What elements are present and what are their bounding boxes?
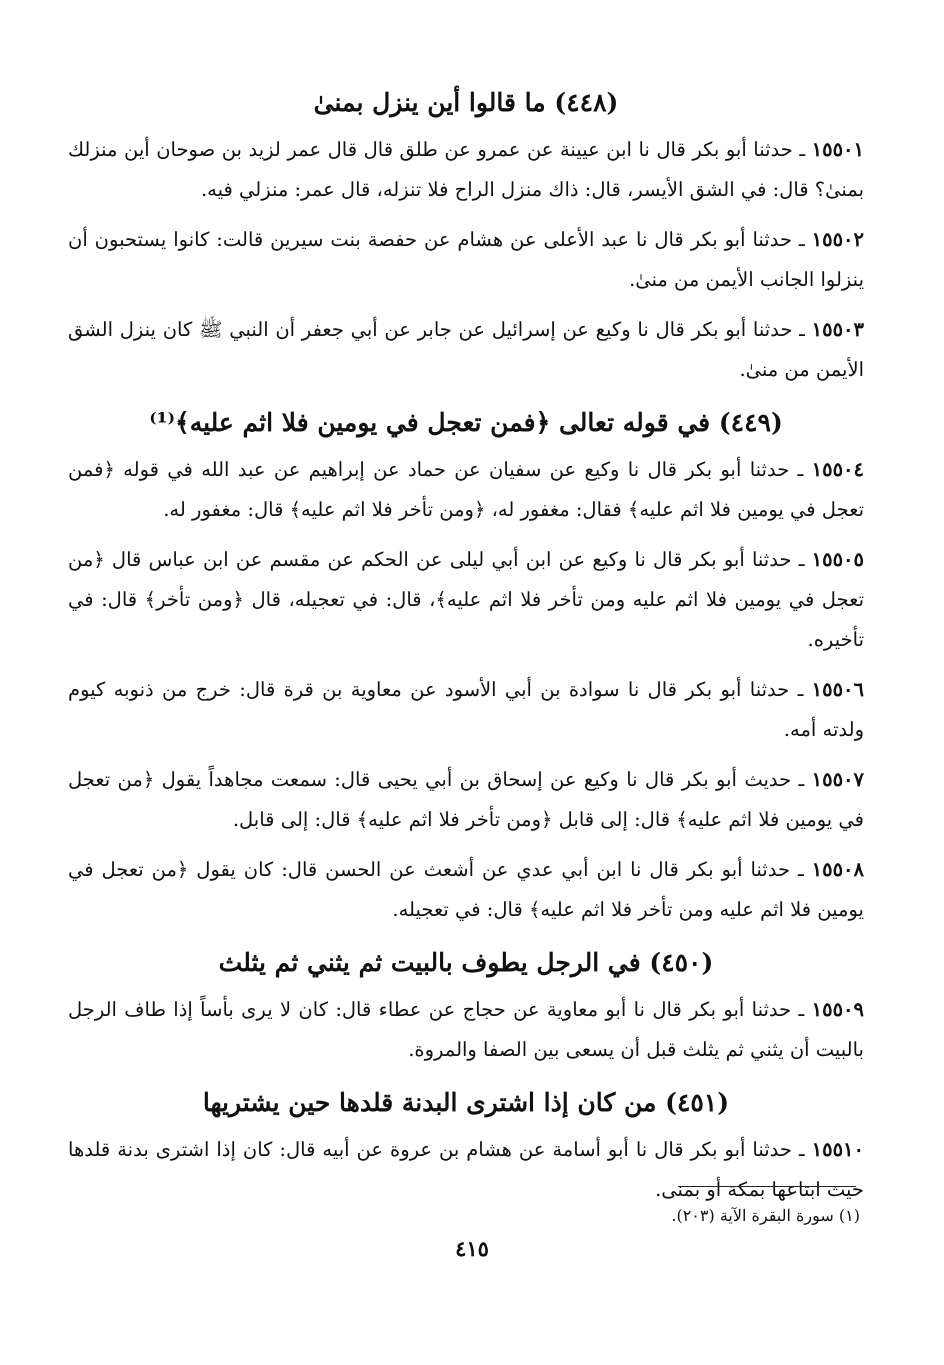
hadith-number: ١٥٥٠١: [811, 138, 864, 161]
hadith: [68, 990, 864, 1070]
hadith-text: ـ حدثنا أبو بكر قال نا ابن عيينة عن عمرو عن طلق قال قال عمر لزيد بن صوحان أين منزلك بمنىٰ؟ قال: في الشق الأيسر، قال: ذاك منزل الراح فلا تنزله، قال عمر: منزلي فيه.: [68, 138, 864, 201]
chapter-heading: (٤٥٠) في الرجل يطوف بالبيت ثم يثني ثم يثلث: [218, 948, 714, 977]
hadith: [68, 130, 864, 210]
hadith-text: ـ حدثنا أبو بكر قال نا وكيع عن سفيان عن حماد عن إبراهيم عن عبد الله في قوله ﴿فمن تعجل في يومين فلا اثم عليه﴾ فقال: مغفور له، ﴿ومن تأخر فلا اثم عليه﴾ قال: مغفور له.: [68, 458, 864, 521]
hadith: [68, 760, 864, 840]
chapter: [68, 80, 864, 390]
hadith-number: ١٥٥٠٨: [811, 858, 864, 881]
hadith: [68, 310, 864, 390]
hadith: [68, 850, 864, 930]
hadith-number: ١٥٥٠٢: [811, 228, 864, 251]
hadith: [68, 450, 864, 530]
hadith-number: ١٥٥١٠: [811, 1138, 864, 1161]
chapter: [68, 940, 864, 1070]
page-number: ٤١٥: [455, 1236, 489, 1261]
hadith-number: ١٥٥٠٣: [811, 318, 864, 341]
hadith-number: ١٥٥٠٤: [811, 458, 864, 481]
hadith-number: ١٥٥٠٥: [811, 548, 864, 571]
hadith: [68, 670, 864, 750]
hadith-number: ١٥٥٠٩: [811, 998, 865, 1021]
page-body: [68, 78, 864, 1220]
hadith-text: ـ حدثنا أبو بكر قال نا ابن أبي عدي عن أشعث عن الحسن قال: كان يقول ﴿من تعجل في يومين فلا اثم عليه ومن تأخر فلا اثم عليه﴾ قال: في تعجيله.: [68, 858, 864, 921]
hadith-number: ١٥٥٠٦: [811, 678, 865, 701]
hadith-text: ـ حدثنا أبو بكر قال نا أبو معاوية عن حجاج عن عطاء قال: كان لا يرى بأساً إذا طاف الرجل بالبيت أن يثني ثم يثلث قبل أن يسعى بين الصفا والمروة.: [68, 998, 864, 1061]
hadith-number: ١٥٥٠٧: [811, 768, 864, 791]
chapter-heading: (٤٥١) من كان إذا اشترى البدنة قلدها حين يشتريها: [202, 1088, 730, 1117]
hadith-text: ـ حدثنا أبو بكر قال نا وكيع عن ابن أبي ليلى عن الحكم عن مقسم عن ابن عباس قال ﴿من تعجل في يومين فلا اثم عليه ومن تأخر فلا اثم عليه﴾، قال: في تعجيله، قال ﴿ومن تأخر﴾ قال: في تأخيره.: [68, 548, 864, 651]
hadith: [68, 1130, 864, 1210]
hadith-text: ـ حدثنا أبو بكر قال نا وكيع عن إسرائيل عن جابر عن أبي جعفر أن النبي ﷺ كان ينزل الشق الأيمن من منىٰ.: [68, 318, 864, 381]
footnote: (١) سورة البقرة الآية (٢٠٣).: [671, 1206, 860, 1225]
footnote-separator: [678, 1186, 856, 1187]
hadith: [68, 540, 864, 660]
chapter: [68, 400, 864, 930]
chapter-heading: (٤٤٩) في قوله تعالى ﴿فمن تعجل في يومين فلا اثم عليه﴾⁽¹⁾: [149, 408, 783, 437]
hadith-text: ـ حدثنا أبو بكر قال نا سوادة بن أبي الأسود عن معاوية بن قرة قال: خرج من ذنوبه كيوم ولدته أمه.: [68, 678, 864, 741]
hadith-text: ـ حدثنا أبو بكر قال نا أبو أسامة عن هشام بن عروة عن أبيه قال: كان إذا اشترى بدنة قلدها حيث ابتاعها بمكة أو بمنى.: [68, 1138, 864, 1201]
hadith-text: ـ حدثنا أبو بكر قال نا عبد الأعلى عن هشام عن حفصة بنت سيرين قالت: كانوا يستحبون أن ينزلوا الجانب الأيمن من منىٰ.: [68, 228, 864, 291]
hadith: [68, 220, 864, 300]
chapter-heading: (٤٤٨) ما قالوا أين ينزل بمنىٰ: [313, 88, 619, 117]
chapter: [68, 1080, 864, 1210]
hadith-text: ـ حديث أبو بكر قال نا وكيع عن إسحاق بن أبي يحيى قال: سمعت مجاهداً يقول ﴿من تعجل في يومين فلا اثم عليه﴾ قال: إلى قابل ﴿ومن تأخر فلا اثم عليه﴾ قال: إلى قابل.: [68, 768, 864, 831]
